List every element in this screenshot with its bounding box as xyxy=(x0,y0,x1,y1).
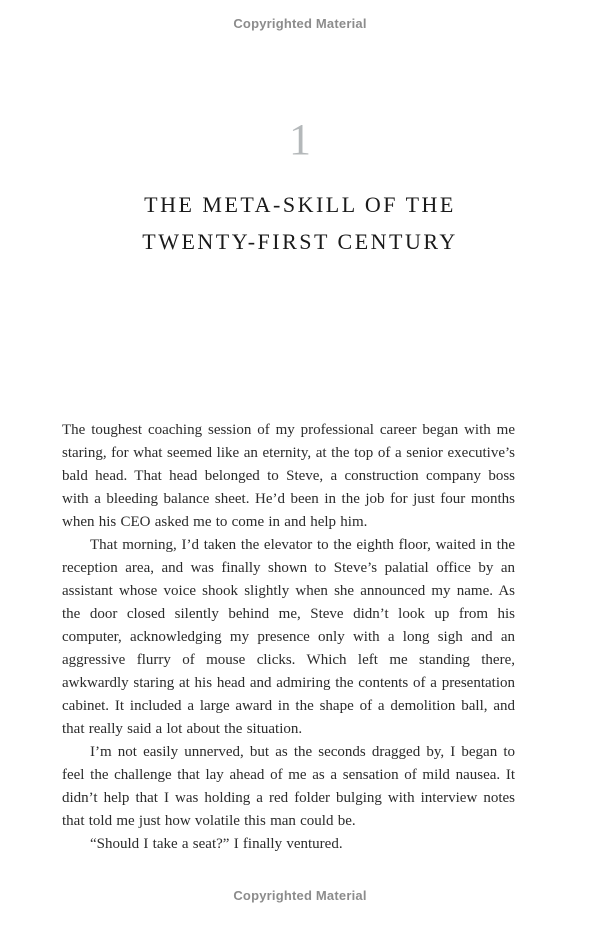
paragraph-3: I’m not easily unnerved, but as the seconds dragged by, I began to feel the challenge that lay ahead of me as a sensation of mild nausea. It didn’t help that I was holding a red folder bulging with interview notes that told me just how volatile this man could be. xyxy=(62,744,515,829)
paragraph-4: “Should I take a seat?” I finally ventured. xyxy=(90,836,343,852)
chapter-title-line-1: THE META-SKILL OF THE xyxy=(144,192,456,217)
paragraph-1: The toughest coaching session of my professional career began with me staring, for what seemed like an eternity, at the top of a senior executive’s bald head. That head belonged to Steve, a construction company boss with a bleeding balance sheet. He’d been in the job for just four months when his CEO asked me to come in and help him. xyxy=(62,422,515,530)
chapter-title-line-2: TWENTY-FIRST CENTURY xyxy=(142,229,458,254)
chapter-title xyxy=(0,186,600,260)
body-text-block xyxy=(62,419,515,856)
chapter-number: 1 xyxy=(289,115,311,164)
paragraph-2: That morning, I’d taken the elevator to the eighth floor, waited in the reception area, and was finally shown to Steve’s palatial office by an assistant whose voice shook slightly when she announced my name. As the door closed silently behind me, Steve didn’t look up from his computer, acknowledging my presence only with a long sigh and an aggressive flurry of mouse clicks. Which left me standing there, awkwardly staring at his head and admiring the contents of a presentation cabinet. It included a large award in the shape of a demolition ball, and that really said a lot about the situation. xyxy=(62,537,515,737)
copyright-notice-bottom: Copyrighted Material xyxy=(233,888,367,903)
copyright-notice-top: Copyrighted Material xyxy=(233,16,367,31)
